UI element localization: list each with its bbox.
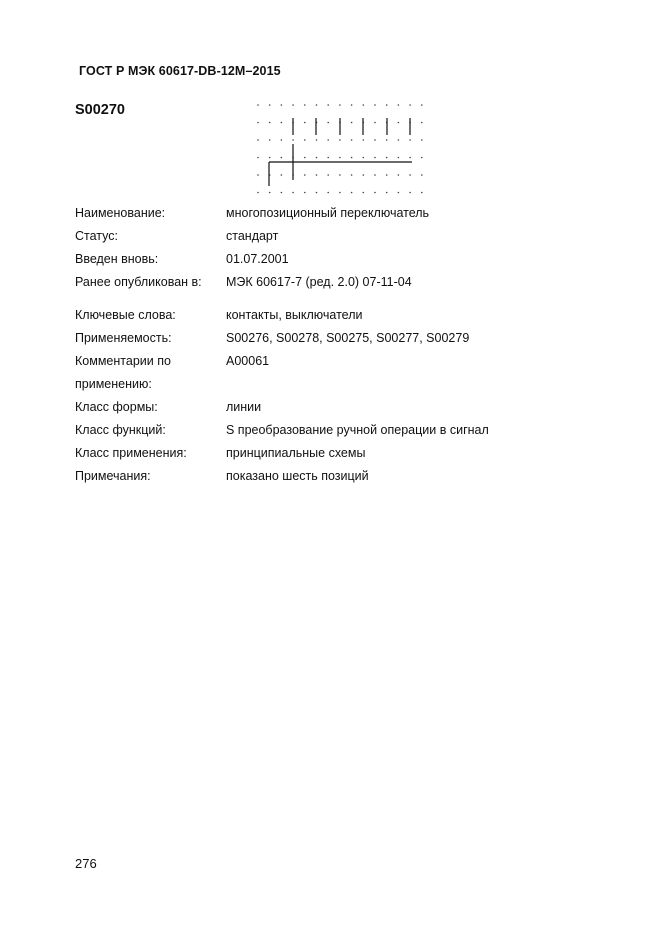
grid-dot <box>386 192 388 194</box>
grid-dot <box>363 174 365 176</box>
grid-dot <box>281 139 283 141</box>
grid-dot <box>316 104 318 106</box>
field-label: Введен вновь: <box>75 252 159 266</box>
document-header: ГОСТ Р МЭК 60617-DB-12M–2015 <box>79 64 281 78</box>
field-label: Комментарии по <box>75 354 171 368</box>
grid-dot <box>398 174 400 176</box>
grid-dot <box>351 139 353 141</box>
field-label: Класс применения: <box>75 446 187 460</box>
field-label: Класс формы: <box>75 400 158 414</box>
multiposition-switch-symbol <box>252 100 432 200</box>
field-value: A00061 <box>226 354 270 368</box>
grid-dot <box>257 104 259 106</box>
grid-dot <box>398 139 400 141</box>
grid-dot <box>304 157 306 159</box>
grid-dot <box>281 192 283 194</box>
grid-dot <box>304 174 306 176</box>
grid-dot <box>363 104 365 106</box>
grid-dot <box>304 104 306 106</box>
grid-dot <box>409 157 411 159</box>
grid-dot <box>257 139 259 141</box>
grid-dot <box>269 157 271 159</box>
grid-dot <box>327 192 329 194</box>
grid-dot <box>374 122 376 124</box>
field-value: многопозиционный переключатель <box>226 206 430 220</box>
grid-dot <box>257 157 259 159</box>
grid-dot <box>304 192 306 194</box>
grid-dot <box>386 104 388 106</box>
grid-dot <box>316 157 318 159</box>
grid-dot <box>316 139 318 141</box>
grid-dot <box>386 174 388 176</box>
grid-dot <box>351 122 353 124</box>
field-label: Статус: <box>75 229 118 243</box>
field-value: показано шесть позиций <box>226 469 369 483</box>
switch-contacts <box>269 118 412 186</box>
field-label: Наименование: <box>75 206 166 220</box>
grid-dot <box>398 192 400 194</box>
grid-dot <box>281 122 283 124</box>
field-value: S00276, S00278, S00275, S00277, S00279 <box>226 331 470 345</box>
grid-dot <box>421 139 423 141</box>
grid-dot <box>409 192 411 194</box>
grid-dot <box>257 122 259 124</box>
field-value: МЭК 60617-7 (ред. 2.0) 07-11-04 <box>226 275 412 289</box>
grid-dot <box>374 139 376 141</box>
field-label: Применяемость: <box>75 331 172 345</box>
grid-dot <box>269 122 271 124</box>
grid-dot <box>351 192 353 194</box>
field-value: стандарт <box>226 229 279 243</box>
grid-dot <box>409 174 411 176</box>
grid-dot <box>281 157 283 159</box>
grid-dot <box>374 104 376 106</box>
grid-dot <box>339 139 341 141</box>
grid-dot <box>339 157 341 159</box>
grid-dot <box>327 174 329 176</box>
grid-dot <box>316 174 318 176</box>
grid-dot <box>304 139 306 141</box>
grid-dot <box>269 192 271 194</box>
page-number: 276 <box>75 856 97 871</box>
field-value: линии <box>226 400 262 414</box>
symbol-code: S00270 <box>75 102 125 118</box>
grid-dot <box>304 122 306 124</box>
field-value: 01.07.2001 <box>226 252 289 266</box>
grid-dot <box>281 174 283 176</box>
grid-dot <box>421 174 423 176</box>
grid-dot <box>409 139 411 141</box>
grid-dot <box>292 192 294 194</box>
grid-dot <box>351 104 353 106</box>
grid-dot <box>327 139 329 141</box>
grid-dot <box>327 157 329 159</box>
grid-dot <box>363 192 365 194</box>
grid-dot <box>386 139 388 141</box>
grid-dot <box>398 122 400 124</box>
grid-dot <box>363 157 365 159</box>
field-value: контакты, выключатели <box>226 308 363 322</box>
grid-dot <box>421 122 423 124</box>
field-label: Ранее опубликован в: <box>75 275 202 289</box>
field-label: Класс функций: <box>75 423 166 437</box>
grid-dot <box>374 192 376 194</box>
grid-dot <box>363 139 365 141</box>
grid-dot <box>292 139 294 141</box>
grid-dots <box>257 104 422 193</box>
grid-dot <box>386 157 388 159</box>
field-label: Примечания: <box>75 469 151 483</box>
grid-dot <box>339 104 341 106</box>
grid-dot <box>269 104 271 106</box>
grid-dot <box>421 192 423 194</box>
grid-dot <box>421 104 423 106</box>
field-label: применению: <box>75 377 152 391</box>
grid-dot <box>327 122 329 124</box>
grid-dot <box>316 192 318 194</box>
grid-dot <box>398 104 400 106</box>
grid-dot <box>339 174 341 176</box>
grid-dot <box>374 157 376 159</box>
grid-dot <box>257 174 259 176</box>
grid-dot <box>351 174 353 176</box>
grid-dot <box>351 157 353 159</box>
grid-dot <box>339 192 341 194</box>
grid-dot <box>269 139 271 141</box>
grid-dot <box>409 104 411 106</box>
field-value: S преобразование ручной операции в сигнал <box>226 423 489 437</box>
field-label: Ключевые слова: <box>75 308 176 322</box>
field-value: принципиальные схемы <box>226 446 366 460</box>
grid-dot <box>327 104 329 106</box>
grid-dot <box>281 104 283 106</box>
grid-dot <box>292 104 294 106</box>
grid-dot <box>421 157 423 159</box>
grid-dot <box>257 192 259 194</box>
grid-dot <box>398 157 400 159</box>
grid-dot <box>374 174 376 176</box>
